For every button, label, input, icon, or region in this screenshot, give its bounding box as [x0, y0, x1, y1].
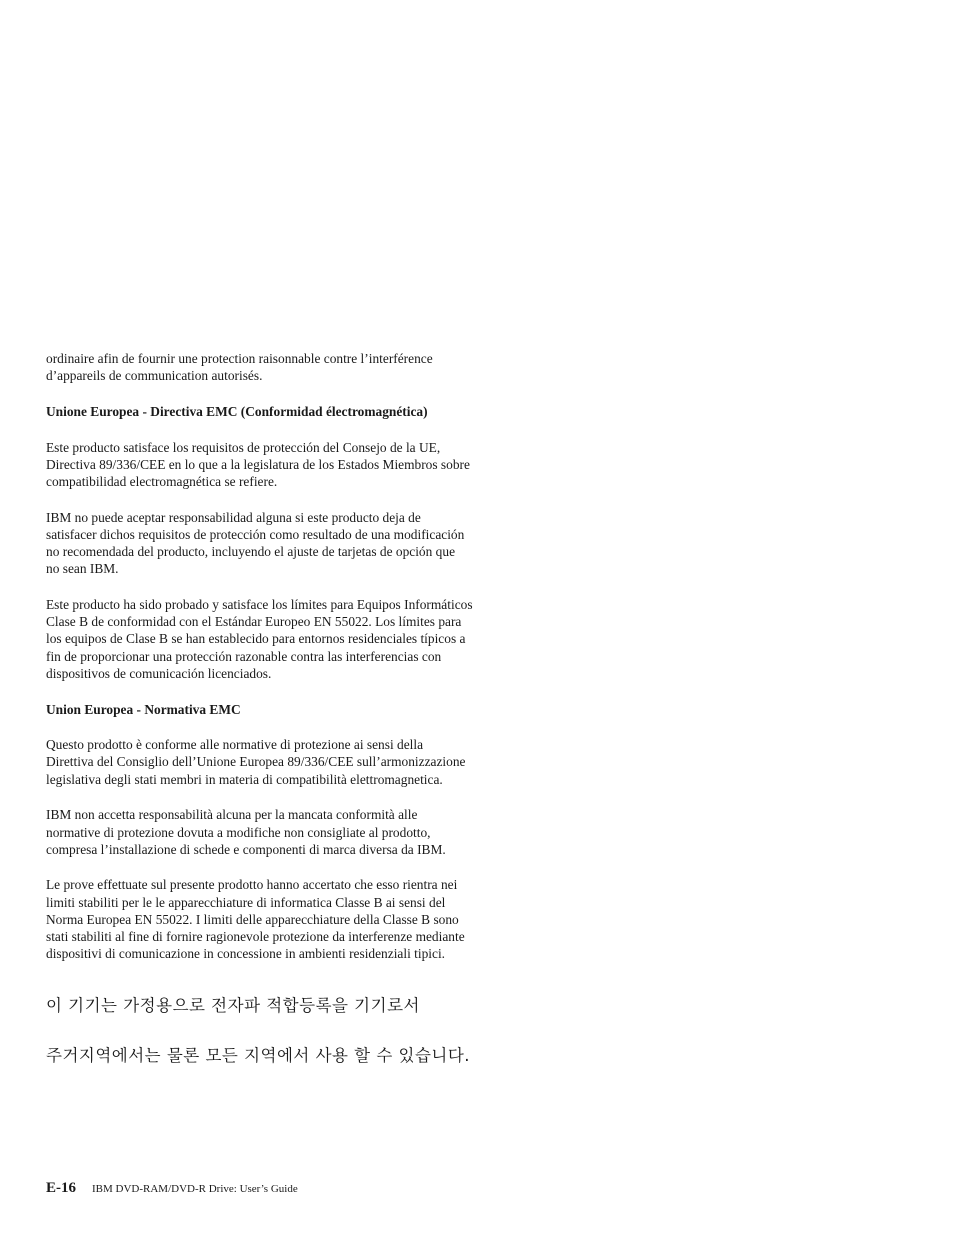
heading-spanish-emc: Unione Europea - Directiva EMC (Conformidad électromagnética)	[46, 403, 428, 419]
page-number: E-16	[46, 1180, 76, 1196]
paragraph-spanish-3: Este producto ha sido probado y satisface los límites para Equipos Informáticos Clase B de conformidad con el Estándar Europeo EN 55022. Los límites para los equipos de Clase B se han establecido para entornos residenciales típicos a fin de proporcionar una protección razonable contra las interferencias con dispositivos de comunicación licenciados.	[46, 597, 473, 681]
document-title: IBM DVD-RAM/DVD-R Drive: User’s Guide	[92, 1183, 298, 1195]
paragraph-italian-3: Le prove effettuate sul presente prodotto hanno accertato che esso rientra nei limiti stabiliti per le le apparecchiature di informatica Classe B ai sensi del Norma Europea EN 55022. I limiti delle apparecchiature della Classe B sono stati stabiliti al fine di fornire ragionevole protezione da interferenze mediante dispositivi di comunicazione in concessione in ambienti residenziali tipici.	[46, 877, 465, 962]
korean-statement-line-2: 주거지역에서는 물론 모든 지역에서 사용 할 수 있습니다.	[46, 1046, 471, 1065]
paragraph-italian-2: IBM non accetta responsabilità alcuna per la mancata conformità alle normative di protezione dovuta a modifiche non consigliate al prodotto, compresa l’installazione di schede e componenti di marca diversa da IBM.	[46, 807, 446, 857]
page-footer	[46, 1180, 298, 1197]
korean-statement-line-1: 이 기기는 가정용으로 전자파 적합등록을 기기로서	[46, 996, 420, 1015]
paragraph-spanish-1: Este producto satisface los requisitos de protección del Consejo de la UE, Directiva 89/336/CEE en lo que a la legislatura de los Estados Miembros sobre compatibilidad electromagnética se refiere.	[46, 439, 470, 490]
paragraph-french-continuation: ordinaire afin de fournir une protection raisonnable contre l’interférence d’appareils de communication autorisés.	[46, 351, 433, 384]
paragraph-spanish-2: IBM no puede aceptar responsabilidad alguna si este producto deja de satisfacer dichos requisitos de protección como resultado de una modificación no recomendada del producto, incluyendo el ajuste de tarjetas de opción que no sean IBM.	[46, 509, 465, 577]
paragraph-italian-1: Questo prodotto è conforme alle normative di protezione ai sensi della Direttiva del Consiglio dell’Unione Europea 89/336/CEE sull’armonizzazione legislativa degli stati membri in materia di compatibilità elettromagnetica.	[46, 737, 466, 787]
body-text	[46, 350, 566, 981]
heading-italian-emc: Union Europea - Normativa EMC	[46, 701, 241, 717]
